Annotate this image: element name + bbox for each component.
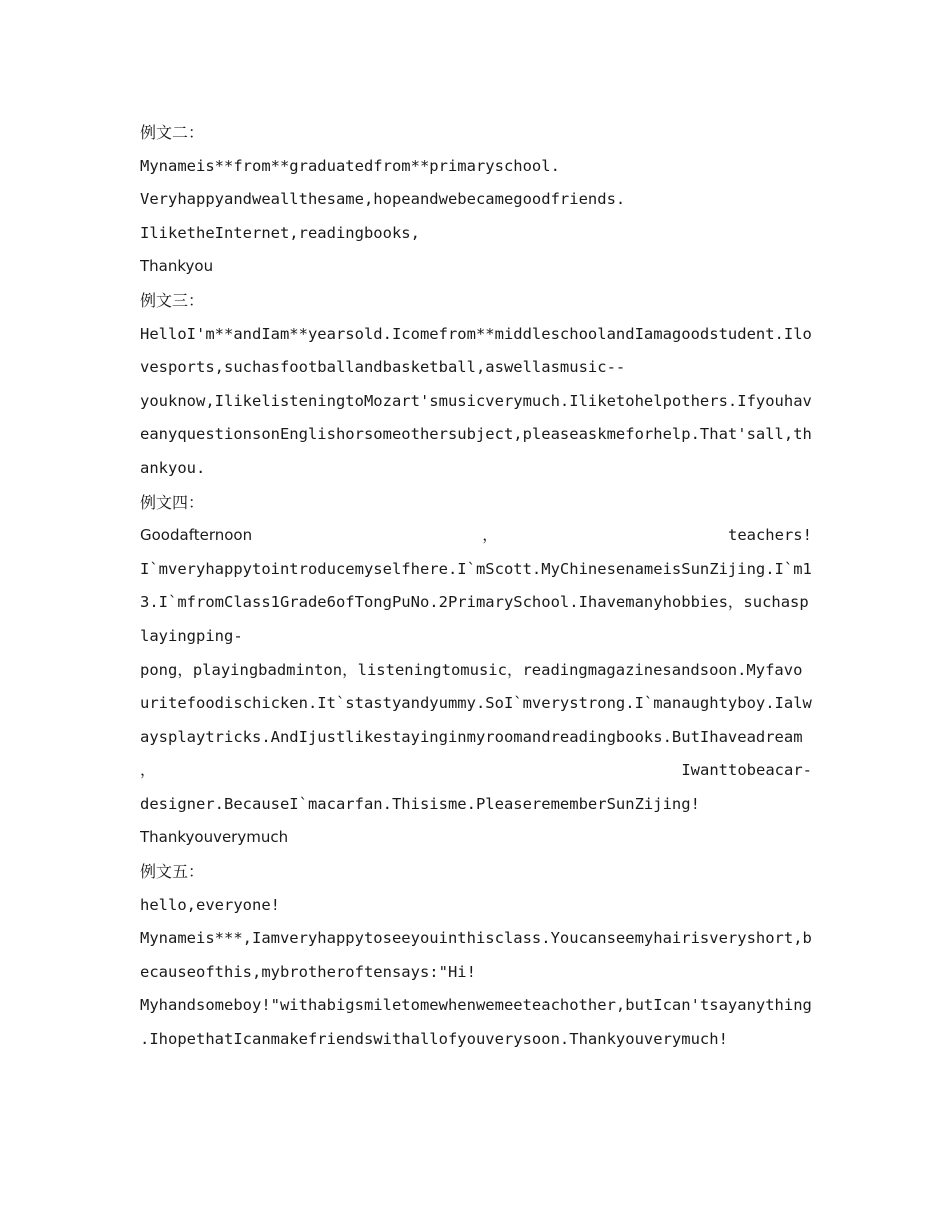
text-line: HelloI'm**andIam**yearsold.Icomefrom**middleschoolandIamagoodstudent.Ilo xyxy=(140,324,812,343)
section-heading: 例文二： xyxy=(140,123,205,142)
text-line: Mynameis***,Iamveryhappytoseeyouinthisclass.Youcanseemyhairisveryshort,b xyxy=(140,929,812,948)
text-line: hello,everyone! xyxy=(140,895,280,914)
text-line: youknow,IlikelisteningtoMozart'smusicverymuch.Iliketohelpothers.Ifyouhav xyxy=(140,391,812,410)
text-line: .IhopethatIcanmakefriendswithallofyouverysoon.Thankyouverymuch! xyxy=(140,1030,728,1049)
greeting-part: teachers! xyxy=(727,526,812,545)
text-line: ankyou. xyxy=(140,458,206,477)
text-line: IliketheInternet,readingbooks, xyxy=(140,223,420,242)
greeting-line xyxy=(140,519,812,553)
dream-text: Iwanttobeacar- xyxy=(681,761,812,780)
section-heading: 例文四： xyxy=(140,492,205,512)
text-line: Mynameis**from**graduatedfrom**primaryschool. xyxy=(140,156,560,175)
text-line: designer.BecauseI`macarfan.Thisisme.PleaserememberSunZijing! xyxy=(140,794,700,813)
text-line: aysplaytricks.AndIjustlikestayinginmyroomandreadingbooks.ButIhaveadream xyxy=(140,727,803,746)
text-line: Myhandsomeboy!"withabigsmiletomewhenwemeeteachother,butIcan'tsayanything xyxy=(140,996,812,1015)
text-line: pong，playingbadminton，listeningtomusic，readingmagazinesandsoon.Myfavo xyxy=(140,660,803,679)
text-line: ecauseofthis,mybrotheroftensays:"Hi! xyxy=(140,962,476,981)
section-heading: 例文三： xyxy=(140,290,205,310)
text-line: layingping- xyxy=(140,626,243,645)
text-line: Thankyou xyxy=(140,257,214,276)
text-line: uritefoodischicken.It`stastyandyummy.SoI`mverystrong.I`manaughtyboy.Ialw xyxy=(140,694,812,713)
text-line: Veryhappyandweallthesame,hopeandwebecamegoodfriends. xyxy=(140,190,626,209)
text-line: Thankyouverymuch xyxy=(140,828,289,847)
text-line: I`mveryhappytointroducemyselfhere.I`mScott.MyChinesenameisSunZijing.I`m1 xyxy=(140,559,812,578)
dream-line xyxy=(140,754,812,788)
section-heading: 例文五： xyxy=(140,862,205,882)
greeting-comma: ， xyxy=(482,526,498,545)
text-line: 3.I`mfromClass1Grade6ofTongPuNo.2PrimarySchool.Ihavemanyhobbies，suchasp xyxy=(140,593,809,612)
greeting-part: Goodafternoon xyxy=(140,526,253,545)
text-line: eanyquestionsonEnglishorsomeothersubject,pleaseaskmeforhelp.That'sall,th xyxy=(140,425,812,444)
text-line: vesports,suchasfootballandbasketball,aswellasmusic-- xyxy=(140,358,626,377)
dream-comma: ， xyxy=(140,761,156,780)
